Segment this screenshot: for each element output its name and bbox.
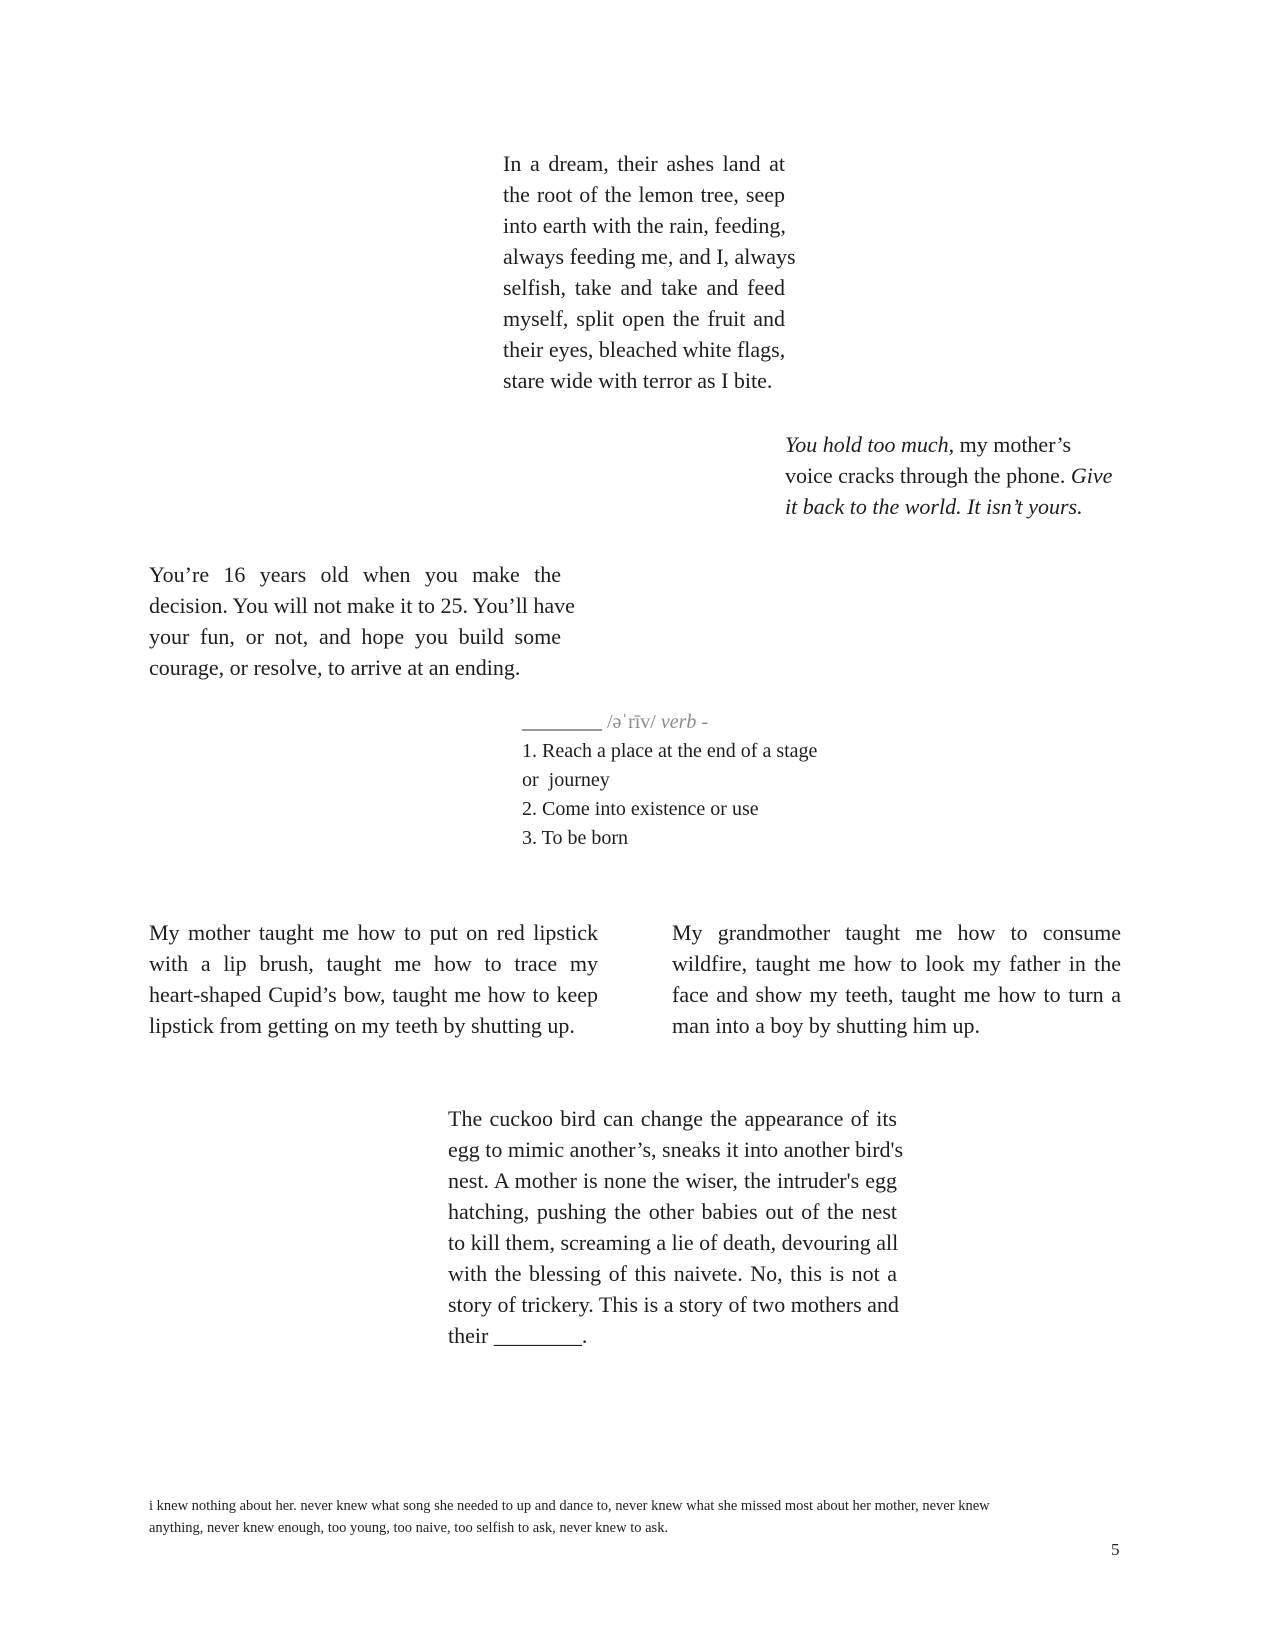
mother-voice-italic-1: You hold too much bbox=[785, 432, 949, 457]
definition-entry: 1. Reach a place at the end of a stage bbox=[522, 740, 818, 762]
lipstick-line: lipstick from getting on my teeth by shutting up. bbox=[149, 1013, 575, 1038]
dream-stanza bbox=[503, 148, 796, 396]
cuckoo-line: egg to mimic another’s, sneaks it into another bird's bbox=[448, 1137, 904, 1162]
lipstick-line: heart-shaped Cupid’s bow, taught me how to keep bbox=[149, 982, 598, 1007]
dream-line: selfish, take and take and feed bbox=[503, 275, 785, 300]
footnote-line: i knew nothing about her. never knew what song she needed to up and dance to, never knew what she missed most about her mother, never knew bbox=[149, 1498, 990, 1514]
definition-entry: 2. Come into existence or use bbox=[522, 798, 759, 820]
definition-headword bbox=[522, 708, 862, 737]
grandmother-line: man into a boy by shutting him up. bbox=[672, 1013, 980, 1038]
grandmother-line: wildfire, taught me how to look my father in the bbox=[672, 951, 1121, 976]
decision-line: You’re 16 years old when you make the bbox=[149, 562, 561, 587]
lipstick-line: My mother taught me how to put on red lipstick bbox=[149, 920, 598, 945]
definition-entry: or journey bbox=[522, 769, 610, 791]
dream-line: stare wide with terror as I bite. bbox=[503, 368, 773, 393]
mother-voice-stanza bbox=[785, 429, 1120, 522]
cuckoo-line: nest. A mother is none the wiser, the intruder's egg bbox=[448, 1168, 897, 1193]
lipstick-stanza bbox=[149, 917, 598, 1041]
decision-line: decision. You will not make it to 25. You’ll have bbox=[149, 593, 575, 618]
definition-blank: ________ bbox=[522, 711, 602, 733]
lipstick-line: with a lip brush, taught me how to trace my bbox=[149, 951, 598, 976]
grandmother-line: My grandmother taught me how to consume bbox=[672, 920, 1121, 945]
decision-stanza bbox=[149, 559, 575, 683]
page-number: 5 bbox=[1111, 1540, 1120, 1559]
dream-line: their eyes, bleached white flags, bbox=[503, 337, 786, 362]
decision-line: courage, or resolve, to arrive at an ending. bbox=[149, 655, 521, 680]
definition-pronunciation: /əˈrīv/ bbox=[602, 711, 661, 733]
cuckoo-line: The cuckoo bird can change the appearance of its bbox=[448, 1106, 897, 1131]
cuckoo-line: story of trickery. This is a story of two mothers and bbox=[448, 1292, 899, 1317]
definition-entry: 3. To be born bbox=[522, 827, 628, 849]
dream-line: into earth with the rain, feeding, bbox=[503, 213, 786, 238]
footnote-line: anything, never knew enough, too young, too naive, too selfish to ask, never knew to ask. bbox=[149, 1520, 669, 1536]
grandmother-stanza bbox=[672, 917, 1121, 1041]
mother-voice-text: , my mother’s voice cracks through the phone. bbox=[785, 432, 1072, 488]
cuckoo-line: with the blessing of this naivete. No, this is not a bbox=[448, 1261, 897, 1286]
cuckoo-line: to kill them, screaming a lie of death, devouring all bbox=[448, 1230, 899, 1255]
dream-line: In a dream, their ashes land at bbox=[503, 151, 785, 176]
footnote bbox=[149, 1495, 1069, 1539]
cuckoo-line: hatching, pushing the other babies out of the nest bbox=[448, 1199, 897, 1224]
dream-line: myself, split open the fruit and bbox=[503, 306, 785, 331]
definition-part-of-speech: verb - bbox=[660, 711, 709, 733]
dream-line: the root of the lemon tree, seep bbox=[503, 182, 785, 207]
decision-line: your fun, or not, and hope you build some bbox=[149, 624, 561, 649]
dream-line: always feeding me, and I, always bbox=[503, 244, 796, 269]
grandmother-line: face and show my teeth, taught me how to turn a bbox=[672, 982, 1121, 1007]
definition-block bbox=[522, 708, 862, 853]
cuckoo-line: their ________. bbox=[448, 1323, 588, 1348]
mother-voice-italic-2: Give it back to the world. It isn’t yours. bbox=[785, 463, 1113, 519]
cuckoo-stanza bbox=[448, 1103, 904, 1351]
